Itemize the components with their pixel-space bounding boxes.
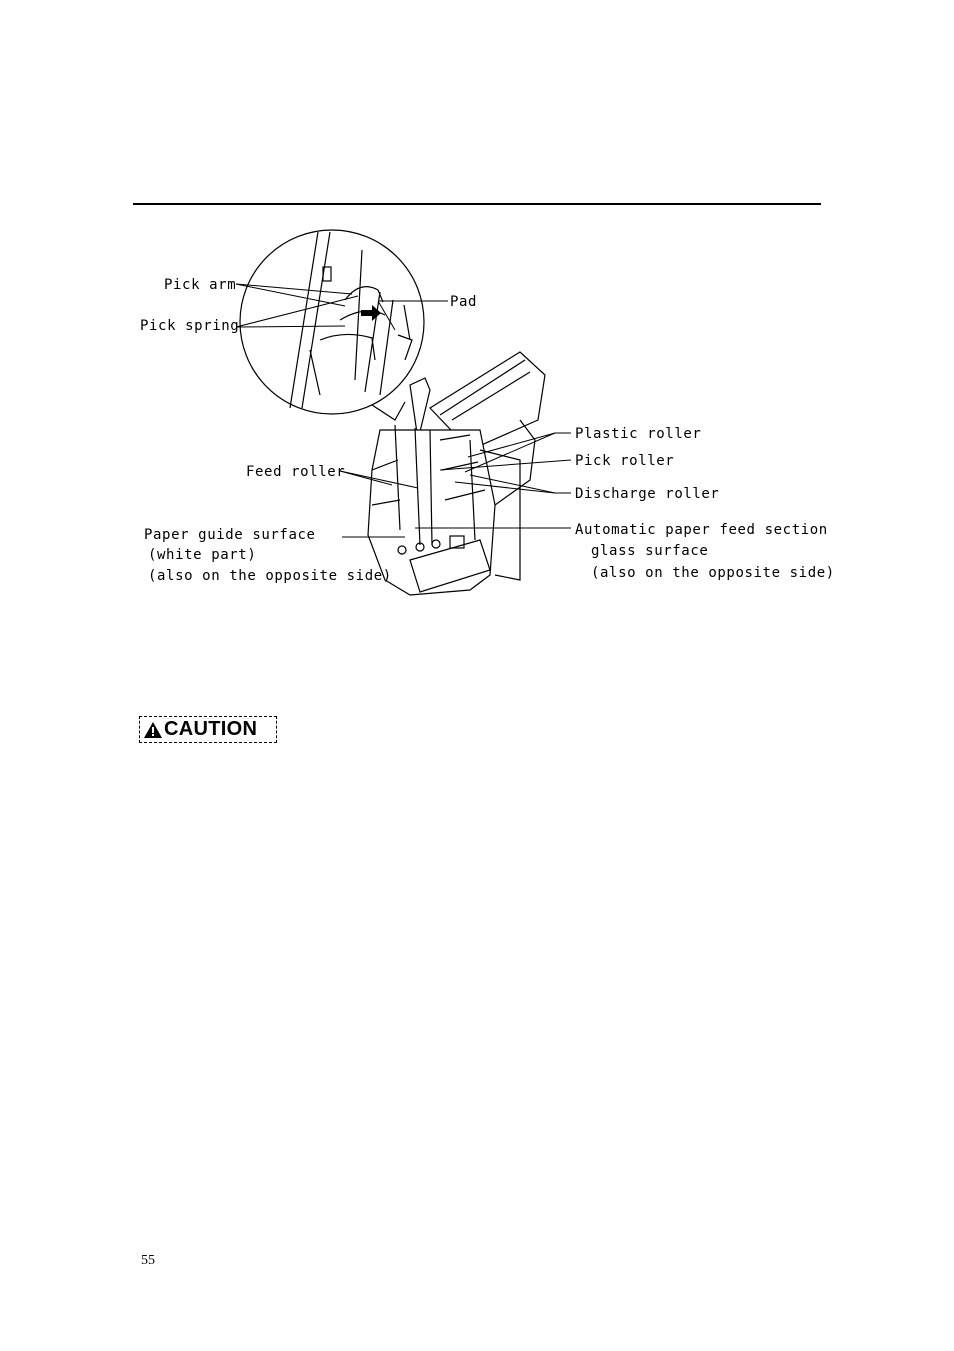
magnified-inset — [240, 230, 424, 420]
label-paper-guide-2: (white part) — [148, 547, 257, 563]
label-discharge-roller: Discharge roller — [575, 486, 720, 502]
warning-triangle-icon — [143, 720, 163, 740]
label-pick-roller: Pick roller — [575, 453, 675, 469]
caution-badge — [139, 716, 277, 743]
caution-label: CAUTION — [164, 718, 258, 740]
label-paper-guide-1: Paper guide surface — [144, 527, 316, 543]
label-pad: Pad — [450, 294, 478, 310]
label-pick-arm: Pick arm — [164, 277, 237, 293]
label-feed-roller: Feed roller — [246, 464, 346, 480]
label-auto-feed-1: Automatic paper feed section — [575, 522, 828, 538]
label-paper-guide-3: (also on the opposite side) — [148, 568, 392, 584]
page-number: 55 — [141, 1253, 155, 1268]
label-auto-feed-2: glass surface — [591, 543, 709, 559]
scanner-diagram — [0, 0, 954, 640]
label-plastic-roller: Plastic roller — [575, 426, 702, 442]
label-auto-feed-3: (also on the opposite side) — [591, 565, 835, 581]
label-pick-spring: Pick spring — [140, 318, 240, 334]
